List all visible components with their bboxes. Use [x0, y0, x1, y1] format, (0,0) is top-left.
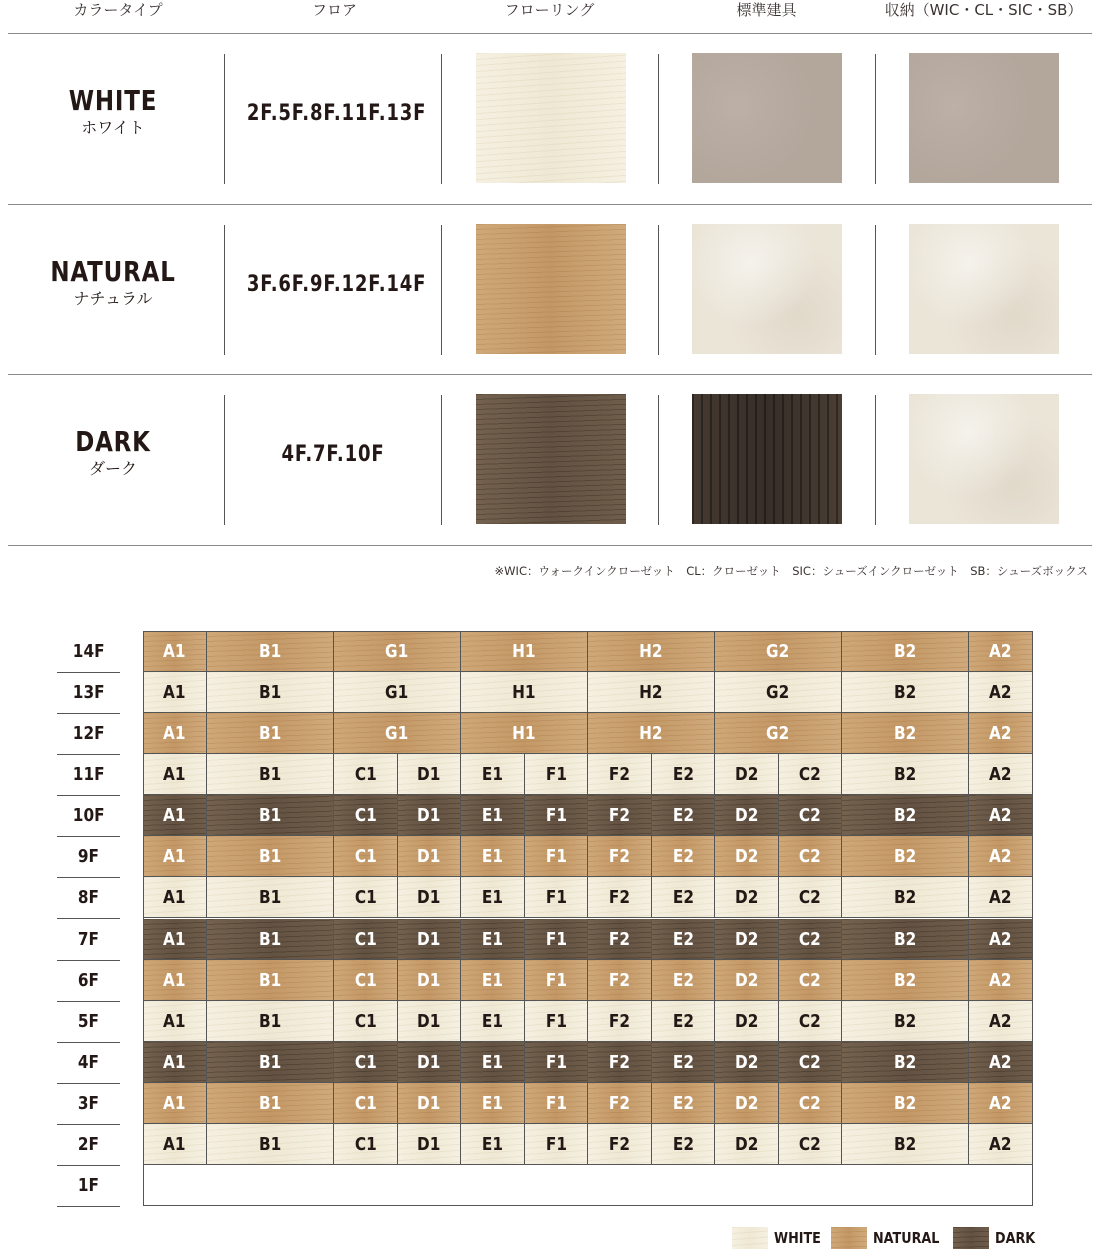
unit-cell: A1: [143, 877, 207, 918]
unit-cell: B1: [207, 919, 334, 960]
doors-swatch: [692, 53, 842, 183]
unit-cell: E2: [652, 836, 715, 877]
unit-cell: F2: [588, 1042, 652, 1083]
unit-cell: A1: [143, 754, 207, 795]
unit-cell: A2: [969, 713, 1033, 754]
unit-cell: D2: [715, 836, 779, 877]
unit-cell: E2: [652, 754, 715, 795]
unit-cell: A2: [969, 919, 1033, 960]
unit-cell: C2: [779, 960, 842, 1001]
unit-cell: E2: [652, 1124, 715, 1165]
unit-cell: C2: [779, 877, 842, 918]
unit-cell: A1: [143, 1083, 207, 1124]
storage-swatch: [909, 394, 1059, 524]
unit-cell: E2: [652, 919, 715, 960]
unit-cell: B2: [842, 754, 969, 795]
unit-cell: D1: [398, 877, 461, 918]
color-type-jp: ダーク: [88, 459, 137, 478]
unit-cell: B1: [207, 672, 334, 713]
floor-unit-grid: [143, 631, 1033, 1206]
unit-cell: D2: [715, 754, 779, 795]
unit-cell: B2: [842, 960, 969, 1001]
unit-cell: A2: [969, 795, 1033, 836]
unit-cell: A2: [969, 672, 1033, 713]
floor-label: 13F: [57, 672, 120, 714]
unit-cell: F1: [525, 1001, 588, 1042]
unit-cell: B1: [207, 1001, 334, 1042]
column-divider: [224, 225, 225, 355]
unit-cell: F1: [525, 754, 588, 795]
unit-cell: H2: [588, 713, 715, 754]
unit-cell: D1: [398, 836, 461, 877]
unit-cell: F2: [588, 1083, 652, 1124]
legend-swatch-natural: [831, 1227, 867, 1249]
doors-swatch: [692, 394, 842, 524]
color-type-name: [8, 85, 218, 139]
unit-cell: C2: [779, 1001, 842, 1042]
unit-cell: F1: [525, 1124, 588, 1165]
unit-cell: E2: [652, 877, 715, 918]
header-floor: フロア: [311, 1, 357, 19]
unit-cell: B2: [842, 919, 969, 960]
unit-cell: G1: [334, 631, 461, 672]
unit-cell: F1: [525, 1042, 588, 1083]
unit-cell: G2: [715, 672, 842, 713]
unit-cell: B1: [207, 960, 334, 1001]
unit-cell: A1: [143, 631, 207, 672]
column-divider: [441, 395, 442, 525]
unit-cell: A2: [969, 1042, 1033, 1083]
unit-cell: D1: [398, 960, 461, 1001]
flooring-swatch: [476, 394, 626, 524]
unit-cell: D2: [715, 919, 779, 960]
unit-cell: E2: [652, 960, 715, 1001]
unit-cell: C1: [334, 1124, 398, 1165]
unit-cell: C1: [334, 919, 398, 960]
unit-cell: F2: [588, 919, 652, 960]
unit-cell: F2: [588, 1124, 652, 1165]
unit-cell: D2: [715, 1083, 779, 1124]
floor-label: 3F: [57, 1083, 120, 1125]
column-divider: [658, 54, 659, 184]
legend-label-white: WHITE: [774, 1229, 821, 1247]
unit-cell: A1: [143, 1001, 207, 1042]
unit-cell: F2: [588, 754, 652, 795]
unit-cell: B1: [207, 713, 334, 754]
unit-cell: H1: [461, 672, 588, 713]
unit-cell: C1: [334, 795, 398, 836]
unit-cell: D2: [715, 1001, 779, 1042]
unit-cell: B1: [207, 877, 334, 918]
floor-label: 6F: [57, 960, 120, 1002]
unit-cell: B2: [842, 1124, 969, 1165]
unit-cell: A2: [969, 960, 1033, 1001]
floor-label: 9F: [57, 836, 120, 878]
unit-cell: A2: [969, 1001, 1033, 1042]
unit-cell: B1: [207, 631, 334, 672]
unit-cell: B2: [842, 836, 969, 877]
unit-cell: H2: [588, 631, 715, 672]
header-color-type: カラータイプ: [73, 1, 163, 19]
unit-cell: G1: [334, 672, 461, 713]
unit-cell: D1: [398, 795, 461, 836]
column-divider: [658, 225, 659, 355]
unit-cell: A1: [143, 795, 207, 836]
legend-swatch-dark: [953, 1227, 989, 1249]
unit-cell: A2: [969, 1083, 1033, 1124]
unit-cell: F2: [588, 1001, 652, 1042]
unit-cell: B1: [207, 1124, 334, 1165]
unit-cell: F2: [588, 960, 652, 1001]
unit-cell: D1: [398, 1083, 461, 1124]
doors-swatch: [692, 224, 842, 354]
unit-cell: E2: [652, 1083, 715, 1124]
unit-cell: A2: [969, 836, 1033, 877]
flooring-swatch: [476, 53, 626, 183]
floor-label: 4F: [57, 1042, 120, 1084]
legend-swatch-white: [732, 1227, 768, 1249]
unit-cell: F1: [525, 877, 588, 918]
column-divider: [658, 395, 659, 525]
unit-cell: C1: [334, 877, 398, 918]
unit-cell: C1: [334, 836, 398, 877]
unit-cell: E1: [461, 1083, 525, 1124]
table-rule: [8, 204, 1092, 205]
column-divider: [875, 225, 876, 355]
storage-swatch: [909, 224, 1059, 354]
floor-label: 5F: [57, 1001, 120, 1043]
unit-cell: C1: [334, 754, 398, 795]
unit-cell: D1: [398, 919, 461, 960]
unit-cell: E1: [461, 836, 525, 877]
column-divider: [441, 225, 442, 355]
unit-cell: E1: [461, 795, 525, 836]
unit-cell: A2: [969, 1124, 1033, 1165]
unit-cell: F1: [525, 836, 588, 877]
unit-cell: D2: [715, 960, 779, 1001]
table-rule: [8, 374, 1092, 375]
unit-cell: B1: [207, 1042, 334, 1083]
color-type-en: WHITE: [68, 84, 158, 117]
column-divider: [441, 54, 442, 184]
unit-cell: A2: [969, 631, 1033, 672]
unit-cell: B1: [207, 836, 334, 877]
header-doors: 標準建具: [736, 1, 797, 19]
legend-label-dark: DARK: [995, 1229, 1036, 1247]
unit-cell: E2: [652, 1001, 715, 1042]
unit-cell: B2: [842, 1001, 969, 1042]
column-divider: [875, 395, 876, 525]
unit-cell: G2: [715, 631, 842, 672]
unit-cell: A1: [143, 836, 207, 877]
unit-cell: C1: [334, 1083, 398, 1124]
unit-cell: C2: [779, 754, 842, 795]
color-type-jp: ナチュラル: [73, 289, 153, 308]
unit-cell: A1: [143, 713, 207, 754]
color-type-jp: ホワイト: [81, 118, 145, 137]
unit-cell: E1: [461, 1001, 525, 1042]
unit-cell: D1: [398, 754, 461, 795]
unit-cell: B1: [207, 795, 334, 836]
unit-cell: G2: [715, 713, 842, 754]
unit-cell: B2: [842, 1042, 969, 1083]
unit-cell: E1: [461, 877, 525, 918]
unit-cell: A2: [969, 877, 1033, 918]
unit-cell: E1: [461, 1042, 525, 1083]
color-type-floors: 3F.6F.9F.12F.14F: [246, 272, 427, 297]
color-type-floors: 4F.7F.10F: [281, 442, 385, 467]
color-type-en: NATURAL: [50, 255, 176, 288]
unit-cell: B2: [842, 1083, 969, 1124]
unit-cell: H1: [461, 631, 588, 672]
unit-cell: E2: [652, 795, 715, 836]
unit-cell: F1: [525, 960, 588, 1001]
empty-floor-row: [143, 1165, 1033, 1206]
unit-cell: C1: [334, 1001, 398, 1042]
unit-cell: C2: [779, 919, 842, 960]
unit-cell: A1: [143, 919, 207, 960]
unit-cell: D1: [398, 1042, 461, 1083]
header-storage: 収納（WIC・CL・SIC・SB）: [884, 1, 1083, 19]
unit-cell: F2: [588, 795, 652, 836]
unit-cell: D1: [398, 1124, 461, 1165]
unit-cell: D1: [398, 1001, 461, 1042]
floor-label: 10F: [57, 795, 120, 837]
color-type-name: [8, 256, 218, 310]
color-type-en: DARK: [75, 425, 151, 458]
unit-cell: C1: [334, 1042, 398, 1083]
unit-cell: B1: [207, 1083, 334, 1124]
storage-swatch: [909, 53, 1059, 183]
unit-cell: E2: [652, 1042, 715, 1083]
unit-cell: C2: [779, 795, 842, 836]
floor-label: 14F: [57, 631, 120, 673]
flooring-swatch: [476, 224, 626, 354]
unit-cell: C1: [334, 960, 398, 1001]
unit-cell: A2: [969, 754, 1033, 795]
unit-cell: B1: [207, 754, 334, 795]
color-type-floors: 2F.5F.8F.11F.13F: [246, 101, 427, 126]
unit-cell: A1: [143, 1042, 207, 1083]
floor-label: 2F: [57, 1124, 120, 1166]
header-flooring: フローリング: [504, 1, 595, 19]
unit-cell: E1: [461, 960, 525, 1001]
unit-cell: D2: [715, 1042, 779, 1083]
unit-cell: E1: [461, 1124, 525, 1165]
unit-cell: B2: [842, 631, 969, 672]
unit-cell: A1: [143, 960, 207, 1001]
unit-cell: H1: [461, 713, 588, 754]
unit-cell: F1: [525, 1083, 588, 1124]
unit-cell: F1: [525, 919, 588, 960]
unit-cell: A1: [143, 1124, 207, 1165]
table-rule: [8, 33, 1092, 34]
column-divider: [224, 54, 225, 184]
unit-cell: B2: [842, 795, 969, 836]
storage-note: ※WIC：ウォークインクローゼット CL：クローゼット SIC：シューズインクローゼット SB：シューズボックス: [494, 564, 1088, 578]
unit-cell: C2: [779, 1124, 842, 1165]
floor-label: 11F: [57, 754, 120, 796]
floor-label: 1F: [57, 1165, 120, 1207]
color-type-name: [8, 426, 218, 480]
unit-cell: F1: [525, 795, 588, 836]
unit-cell: C2: [779, 1083, 842, 1124]
unit-cell: G1: [334, 713, 461, 754]
column-divider: [875, 54, 876, 184]
unit-cell: D2: [715, 877, 779, 918]
unit-cell: D2: [715, 795, 779, 836]
column-divider: [224, 395, 225, 525]
floor-label: 12F: [57, 713, 120, 755]
unit-cell: E1: [461, 919, 525, 960]
unit-cell: F2: [588, 877, 652, 918]
unit-cell: C2: [779, 1042, 842, 1083]
floor-label: 8F: [57, 877, 120, 919]
unit-cell: D2: [715, 1124, 779, 1165]
unit-cell: B2: [842, 713, 969, 754]
unit-cell: B2: [842, 672, 969, 713]
unit-cell: A1: [143, 672, 207, 713]
legend-label-natural: NATURAL: [873, 1229, 940, 1247]
table-rule: [8, 545, 1092, 546]
unit-cell: F2: [588, 836, 652, 877]
unit-cell: H2: [588, 672, 715, 713]
unit-cell: B2: [842, 877, 969, 918]
unit-cell: E1: [461, 754, 525, 795]
floor-label: 7F: [57, 919, 120, 961]
unit-cell: C2: [779, 836, 842, 877]
